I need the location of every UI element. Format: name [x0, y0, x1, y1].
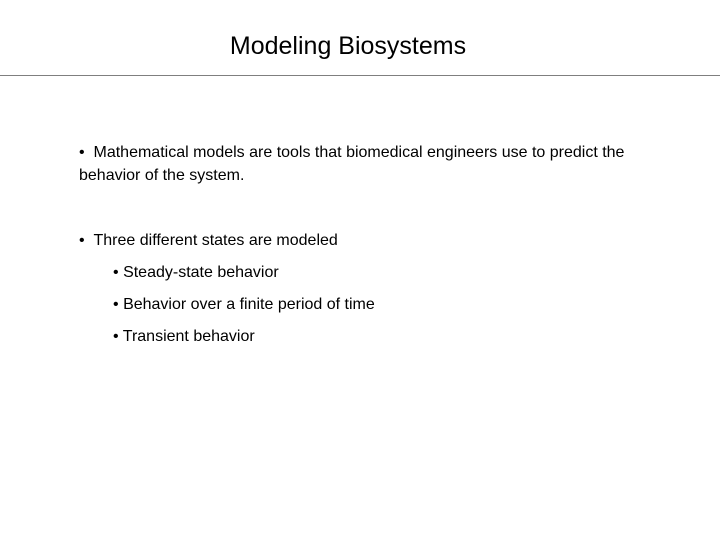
sub-bullet-marker: • — [113, 296, 119, 313]
sub-bullet-text: Steady-state behavior — [123, 264, 279, 281]
sub-bullet-item — [113, 325, 679, 348]
sub-bullet-text: Behavior over a finite period of time — [123, 296, 375, 313]
bullet-marker: • — [79, 144, 85, 161]
sub-bullet-text: Transient behavior — [122, 328, 255, 345]
bullet-text: Mathematical models are tools that biomedical engineers use to predict the behavior of the system. — [79, 144, 625, 184]
sub-bullet-marker: • — [113, 328, 119, 345]
slide-body — [79, 141, 679, 348]
bullet-item — [79, 229, 679, 252]
sub-bullet-item — [113, 261, 679, 284]
sub-bullet-item — [113, 293, 679, 316]
bullet-item — [79, 141, 679, 187]
slide-title: Modeling Biosystems — [229, 32, 467, 60]
sub-bullet-marker: • — [113, 264, 119, 281]
bullet-text: Three different states are modeled — [93, 232, 338, 249]
title-divider — [0, 75, 720, 76]
bullet-marker: • — [79, 232, 85, 249]
